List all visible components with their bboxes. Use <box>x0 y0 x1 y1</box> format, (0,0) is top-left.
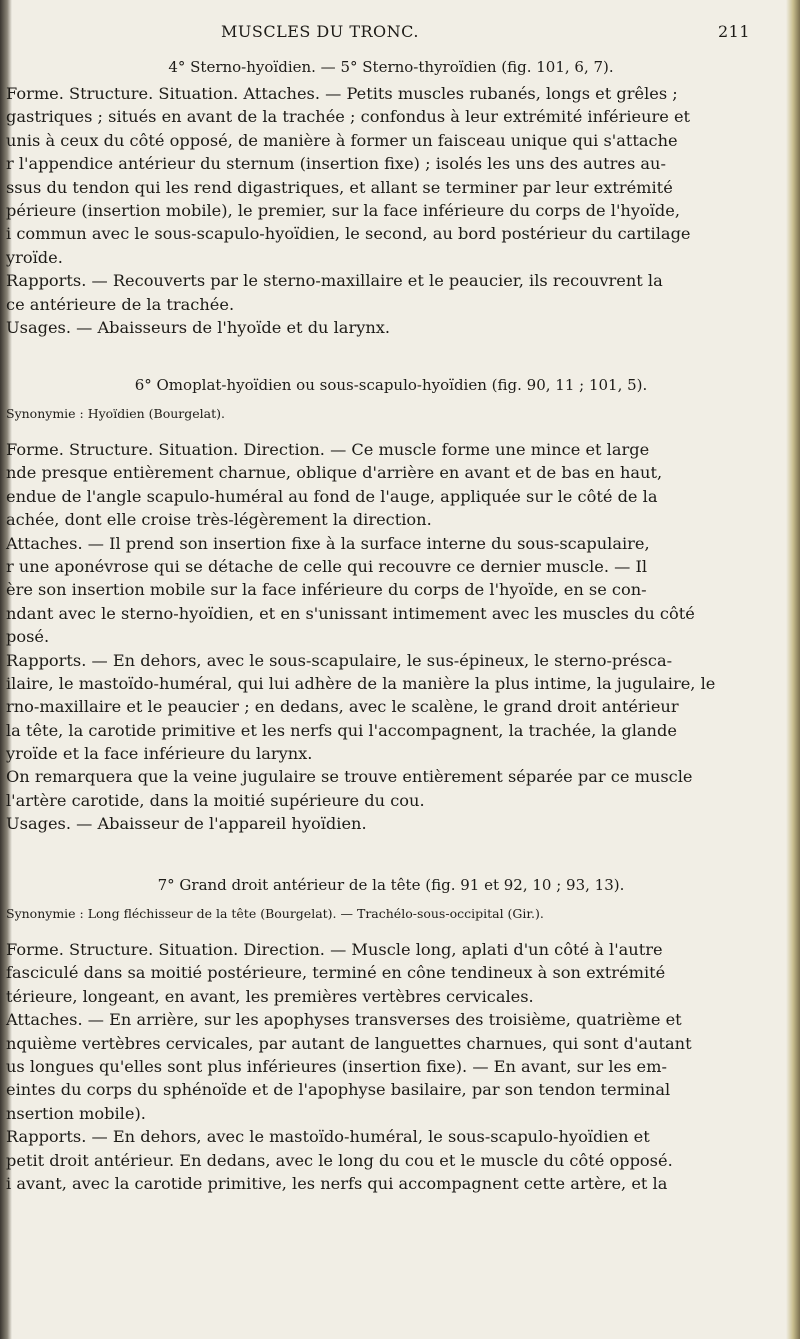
text-line: térieure, longeant, en avant, les premières vertèbres cervicales. <box>6 986 534 1006</box>
text-line: nde presque entièrement charnue, oblique d'arrière en avant et de bas en haut, <box>6 463 663 483</box>
text-line: i avant, avec la carotide primitive, les nerfs qui accompagnent cette artère, et la <box>6 1173 668 1193</box>
text-line: ilaire, le mastoïdo-huméral, qui lui adhère de la manière la plus intime, la jugulaire, le <box>6 673 716 693</box>
text-line: yroïde et la face inférieure du larynx. <box>6 744 313 764</box>
page-number: 211 <box>718 22 751 41</box>
text-line: Forme. Structure. Situation. Attaches. — Petits muscles rubanés, longs et grêles ; <box>6 84 678 103</box>
text-line: nquième vertèbres cervicales, par autant de languettes charnues, qui sont d'autant <box>6 1033 692 1053</box>
section-heading-sterno-hyoidien: 4° Sterno-hyoïdien. — 5° Sterno-thyroïdien (fig. 101, 6, 7). <box>168 58 614 76</box>
text-line: ère son insertion mobile sur la face inférieure du corps de l'hyoïde, en se con- <box>6 580 647 600</box>
text-line: r une aponévrose qui se détache de celle qui recouvre ce dernier muscle. — Il <box>6 556 648 576</box>
section-heading-grand-droit-anterieur: 7° Grand droit antérieur de la tête (fig. 91 et 92, 10 ; 93, 13). <box>157 876 625 894</box>
section-heading-omoplat-hyoidien: 6° Omoplat-hyoïdien ou sous-scapulo-hyoïdien (fig. 90, 11 ; 101, 5). <box>134 376 648 394</box>
section-body-grand-droit-anterieur <box>6 938 776 1195</box>
text-line: unis à ceux du côté opposé, de manière à former un faisceau unique qui s'attache <box>6 130 678 150</box>
text-line: Rapports. — Recouverts par le sterno-maxillaire et le peaucier, ils recouvrent la <box>6 271 663 291</box>
section-body-omoplat-hyoidien <box>6 438 776 836</box>
synonymy-omoplat-hyoidien: Synonymie : Hyoïdien (Bourgelat). <box>6 406 225 421</box>
text-line: eintes du corps du sphénoïde et de l'apophyse basilaire, par son tendon terminal <box>6 1080 671 1100</box>
text-line: On remarquera que la veine jugulaire se trouve entièrement séparée par ce muscle <box>6 767 693 787</box>
running-header <box>6 22 776 46</box>
text-line: r l'appendice antérieur du sternum (insertion fixe) ; isolés les uns des autres au- <box>6 154 666 174</box>
text-line: Attaches. — En arrière, sur les apophyses transverses des troisième, quatrième et <box>6 1010 682 1030</box>
page-edge-tabs <box>786 0 800 1339</box>
text-line: périeure (insertion mobile), le premier, sur la face inférieure du corps de l'hyoïde, <box>6 200 680 220</box>
text-line: endue de l'angle scapulo-huméral au fond de l'auge, appliquée sur le côté de la <box>6 486 658 506</box>
running-title: MUSCLES DU TRONC. <box>221 22 419 41</box>
text-line: Usages. — Abaisseur de l'appareil hyoïdien. <box>6 814 367 834</box>
synonymy-grand-droit-anterieur: Synonymie : Long fléchisseur de la tête (Bourgelat). — Trachélo-sous-occipital (Gir.). <box>6 906 544 921</box>
text-line: gastriques ; situés en avant de la trachée ; confondus à leur extrémité inférieure et <box>6 107 691 127</box>
text-line: us longues qu'elles sont plus inférieures (insertion fixe). — En avant, sur les em- <box>6 1056 667 1076</box>
text-line: l'artère carotide, dans la moitié supérieure du cou. <box>6 790 425 810</box>
text-line: i commun avec le sous-scapulo-hyoïdien, le second, au bord postérieur du cartilage <box>6 224 691 244</box>
text-line: Attaches. — Il prend son insertion fixe à la surface interne du sous-scapulaire, <box>6 533 650 553</box>
section-body-sterno-hyoidien <box>6 82 776 339</box>
text-line: rno-maxillaire et le peaucier ; en dedans, avec le scalène, le grand droit antérieur <box>6 697 679 717</box>
text-line: Rapports. — En dehors, avec le mastoïdo-huméral, le sous-scapulo-hyoïdien et <box>6 1127 650 1147</box>
text-line: posé. <box>6 627 50 647</box>
text-line: Rapports. — En dehors, avec le sous-scapulaire, le sus-épineux, le sterno-présca- <box>6 650 673 670</box>
text-line: Forme. Structure. Situation. Direction. — Ce muscle forme une mince et large <box>6 440 650 459</box>
text-line: ndant avec le sterno-hyoïdien, et en s'unissant intimement avec les muscles du côté <box>6 603 695 623</box>
text-line: yroïde. <box>6 247 63 267</box>
text-line: nsertion mobile). <box>6 1103 146 1123</box>
text-line: ce antérieure de la trachée. <box>6 294 235 314</box>
text-line: petit droit antérieur. En dedans, avec le long du cou et le muscle du côté opposé. <box>6 1150 673 1170</box>
text-line: fasciculé dans sa moitié postérieure, terminé en cône tendineux à son extrémité <box>6 963 666 983</box>
text-line: Usages. — Abaisseurs de l'hyoïde et du larynx. <box>6 317 391 337</box>
text-line: la tête, la carotide primitive et les nerfs qui l'accompagnent, la trachée, la glande <box>6 720 677 740</box>
text-line: achée, dont elle croise très-légèrement la direction. <box>6 510 432 530</box>
text-line: Forme. Structure. Situation. Direction. — Muscle long, aplati d'un côté à l'autre <box>6 940 663 959</box>
text-line: ssus du tendon qui les rend digastriques, et allant se terminer par leur extrémité <box>6 177 673 197</box>
